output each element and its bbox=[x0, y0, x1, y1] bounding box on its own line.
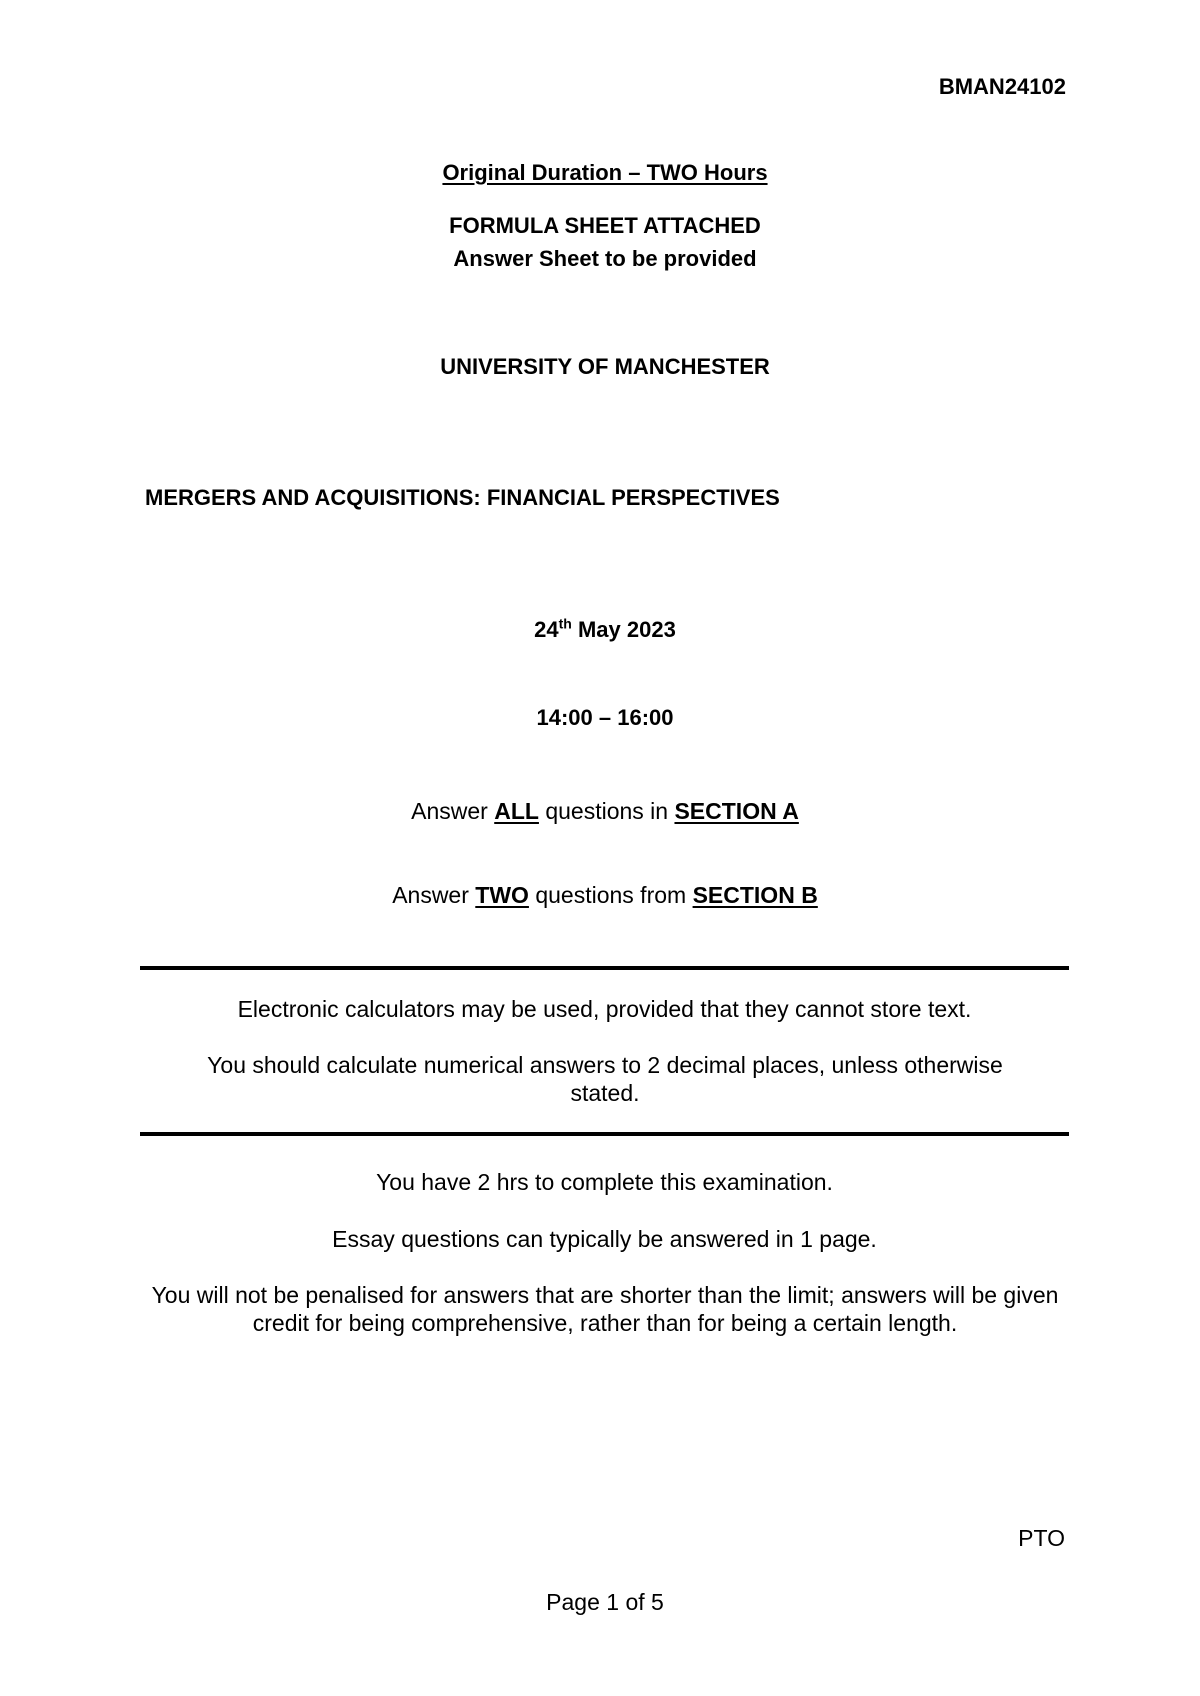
instruction-a-middle: questions in bbox=[538, 798, 675, 824]
course-title: MERGERS AND ACQUISITIONS: FINANCIAL PERSPECTIVES bbox=[145, 485, 780, 510]
answer-sheet-notice: Answer Sheet to be provided bbox=[453, 246, 757, 271]
exam-date-day: 24 bbox=[534, 617, 559, 642]
decimal-places-note: You should calculate numerical answers to 2 decimal places, unless otherwise stated. bbox=[207, 1052, 1003, 1106]
instruction-b-prefix: Answer bbox=[392, 882, 476, 908]
essay-length-note: Essay questions can typically be answered in 1 page. bbox=[332, 1226, 877, 1252]
instruction-section-b bbox=[0, 882, 1200, 909]
penalty-note: You will not be penalised for answers that are shorter than the limit; answers will be given credit for being comprehensive, rather than for being a certain length. bbox=[151, 1282, 1059, 1336]
please-turn-over: PTO bbox=[1018, 1525, 1065, 1551]
university-name: UNIVERSITY OF MANCHESTER bbox=[440, 354, 770, 379]
instruction-a-emphasis: ALL bbox=[494, 798, 539, 824]
bottom-divider bbox=[140, 1132, 1069, 1136]
course-code: BMAN24102 bbox=[938, 74, 1066, 99]
instruction-b-middle: questions from bbox=[528, 882, 693, 908]
calculator-note: Electronic calculators may be used, provided that they cannot store text. bbox=[237, 996, 972, 1022]
exam-date-rest: May 2023 bbox=[571, 617, 676, 642]
instruction-b-section: SECTION B bbox=[692, 882, 818, 908]
instruction-b-emphasis: TWO bbox=[475, 882, 529, 908]
instruction-section-a bbox=[0, 798, 1200, 825]
exam-date bbox=[0, 617, 1200, 643]
instruction-a-section: SECTION A bbox=[674, 798, 799, 824]
page-number: Page 1 of 5 bbox=[546, 1589, 664, 1615]
exam-time: 14:00 – 16:00 bbox=[536, 705, 674, 730]
original-duration: Original Duration – TWO Hours bbox=[442, 160, 768, 185]
instruction-a-prefix: Answer bbox=[411, 798, 495, 824]
exam-date-suffix: th bbox=[558, 615, 572, 632]
top-divider bbox=[140, 966, 1069, 970]
formula-sheet-notice: FORMULA SHEET ATTACHED bbox=[449, 213, 761, 238]
time-limit-note: You have 2 hrs to complete this examination. bbox=[376, 1169, 833, 1195]
